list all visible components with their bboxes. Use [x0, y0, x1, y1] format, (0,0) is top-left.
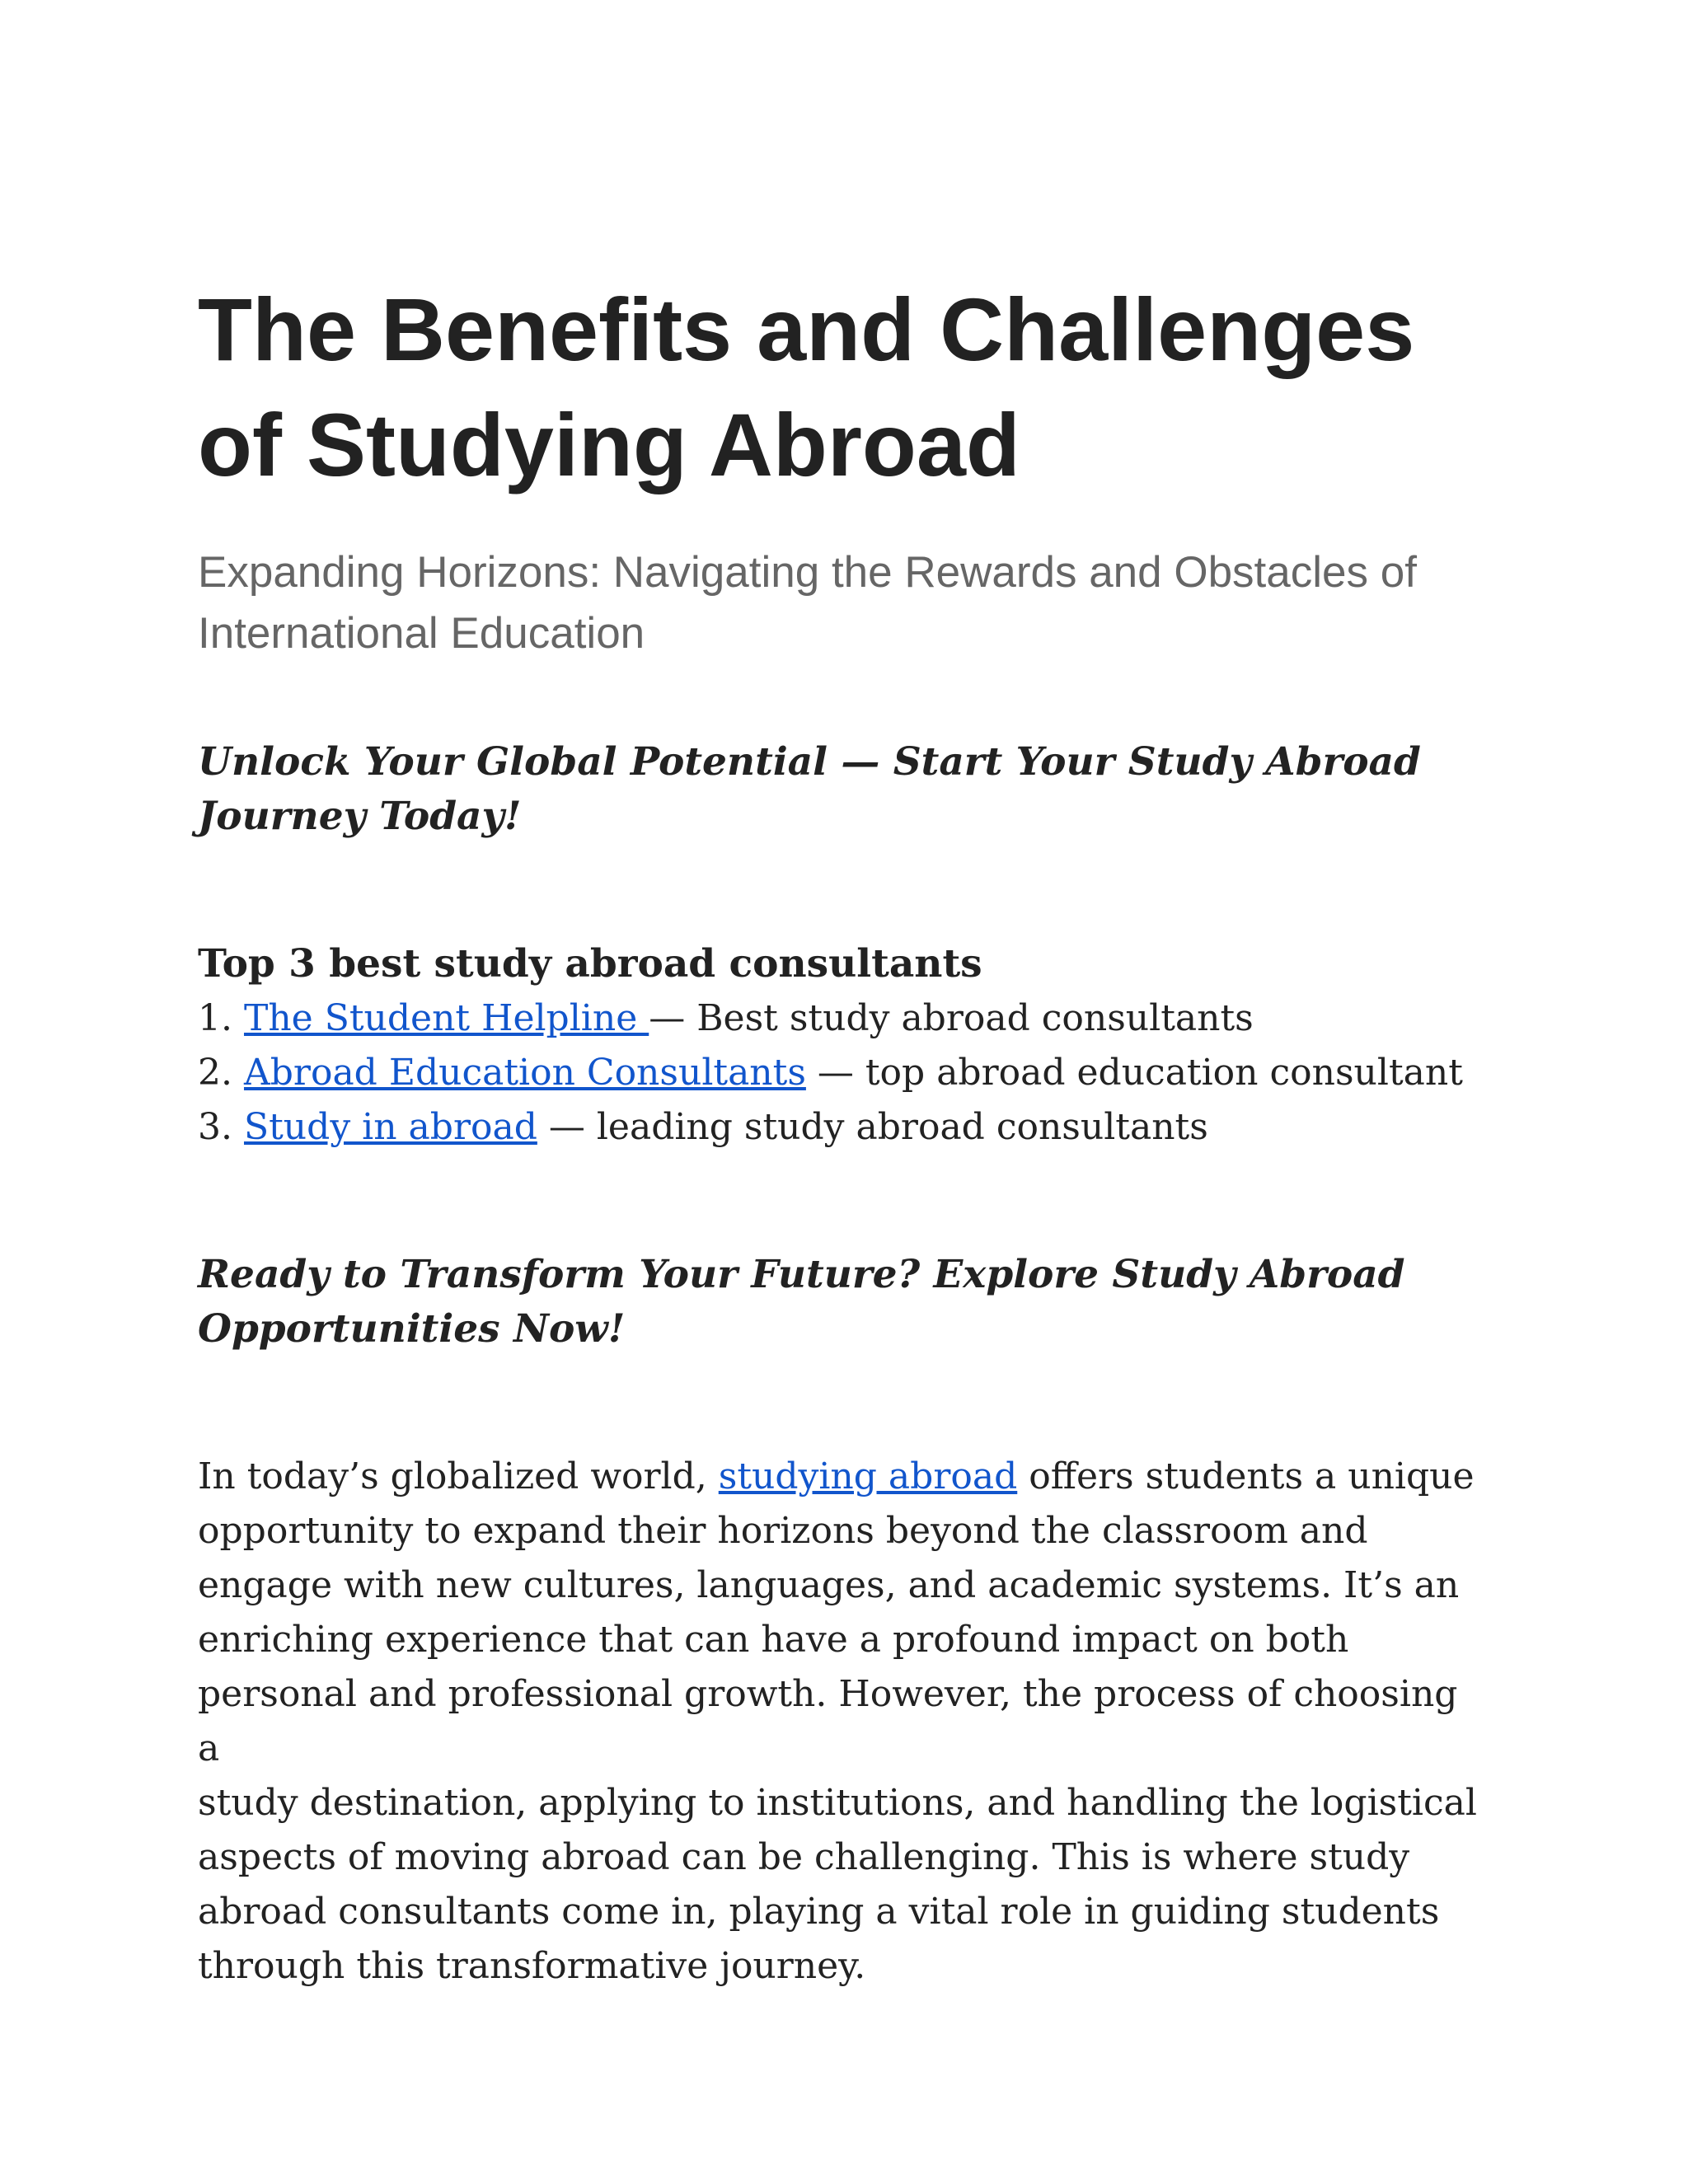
consultant-description: — Best study abroad consultants	[649, 997, 1254, 1039]
document-page	[198, 272, 1484, 1994]
consultant-item-2	[198, 1046, 1484, 1100]
intro-line-1: offers students a unique	[1017, 1455, 1475, 1497]
consultant-description: — top abroad education consultant	[805, 1052, 1463, 1094]
consultant-item-1	[198, 991, 1484, 1046]
consultant-description: — leading study abroad consultants	[537, 1106, 1208, 1148]
title-line-1: The Benefits and Challenges	[198, 279, 1415, 379]
consultant-list	[198, 991, 1484, 1155]
intro-line-4: enriching experience that can have a profound impact on both	[198, 1619, 1349, 1661]
cta-transform-future	[198, 1248, 1484, 1357]
cta-2-line-2: Opportunities Now!	[198, 1306, 626, 1352]
consultant-number: 2.	[198, 1052, 232, 1094]
intro-line-7: aspects of moving abroad can be challenging. This is where study	[198, 1836, 1410, 1878]
intro-line-9: through this transformative journey.	[198, 1945, 866, 1987]
cta-1-line-1: Unlock Your Global Potential — Start Your Study Abroad	[198, 739, 1421, 785]
intro-line-3: engage with new cultures, languages, and academic systems. It’s an	[198, 1564, 1460, 1606]
intro-line-6: study destination, applying to institutions, and handling the logistical	[198, 1782, 1477, 1824]
intro-line-2: opportunity to expand their horizons beyond the classroom and	[198, 1510, 1368, 1552]
consultant-item-3	[198, 1100, 1484, 1155]
consultant-link-student-helpline[interactable]: The Student Helpline	[243, 997, 649, 1039]
studying-abroad-link[interactable]: studying abroad	[718, 1455, 1018, 1497]
top3-heading: Top 3 best study abroad consultants	[198, 941, 982, 987]
cta-unlock-potential	[198, 735, 1484, 844]
consultant-link-abroad-education[interactable]: Abroad Education Consultants	[243, 1052, 806, 1094]
consultant-number: 3.	[198, 1106, 232, 1148]
intro-prefix: In today’s globalized world,	[198, 1455, 719, 1497]
document-title	[198, 272, 1484, 503]
intro-line-8: abroad consultants come in, playing a vital role in guiding students	[198, 1891, 1440, 1933]
cta-1-line-2: Journey Today!	[198, 794, 522, 839]
intro-paragraph	[198, 1450, 1484, 1994]
cta-2-line-1: Ready to Transform Your Future? Explore Study Abroad	[198, 1252, 1405, 1297]
consultant-number: 1.	[198, 997, 232, 1039]
title-line-2: of Studying Abroad	[198, 395, 1020, 494]
document-subtitle: Expanding Horizons: Navigating the Rewards and Obstacles of International Education	[198, 548, 1417, 658]
consultant-link-study-in-abroad[interactable]: Study in abroad	[243, 1106, 537, 1148]
intro-line-5: personal and professional growth. However, the process of choosing a	[198, 1673, 1458, 1769]
